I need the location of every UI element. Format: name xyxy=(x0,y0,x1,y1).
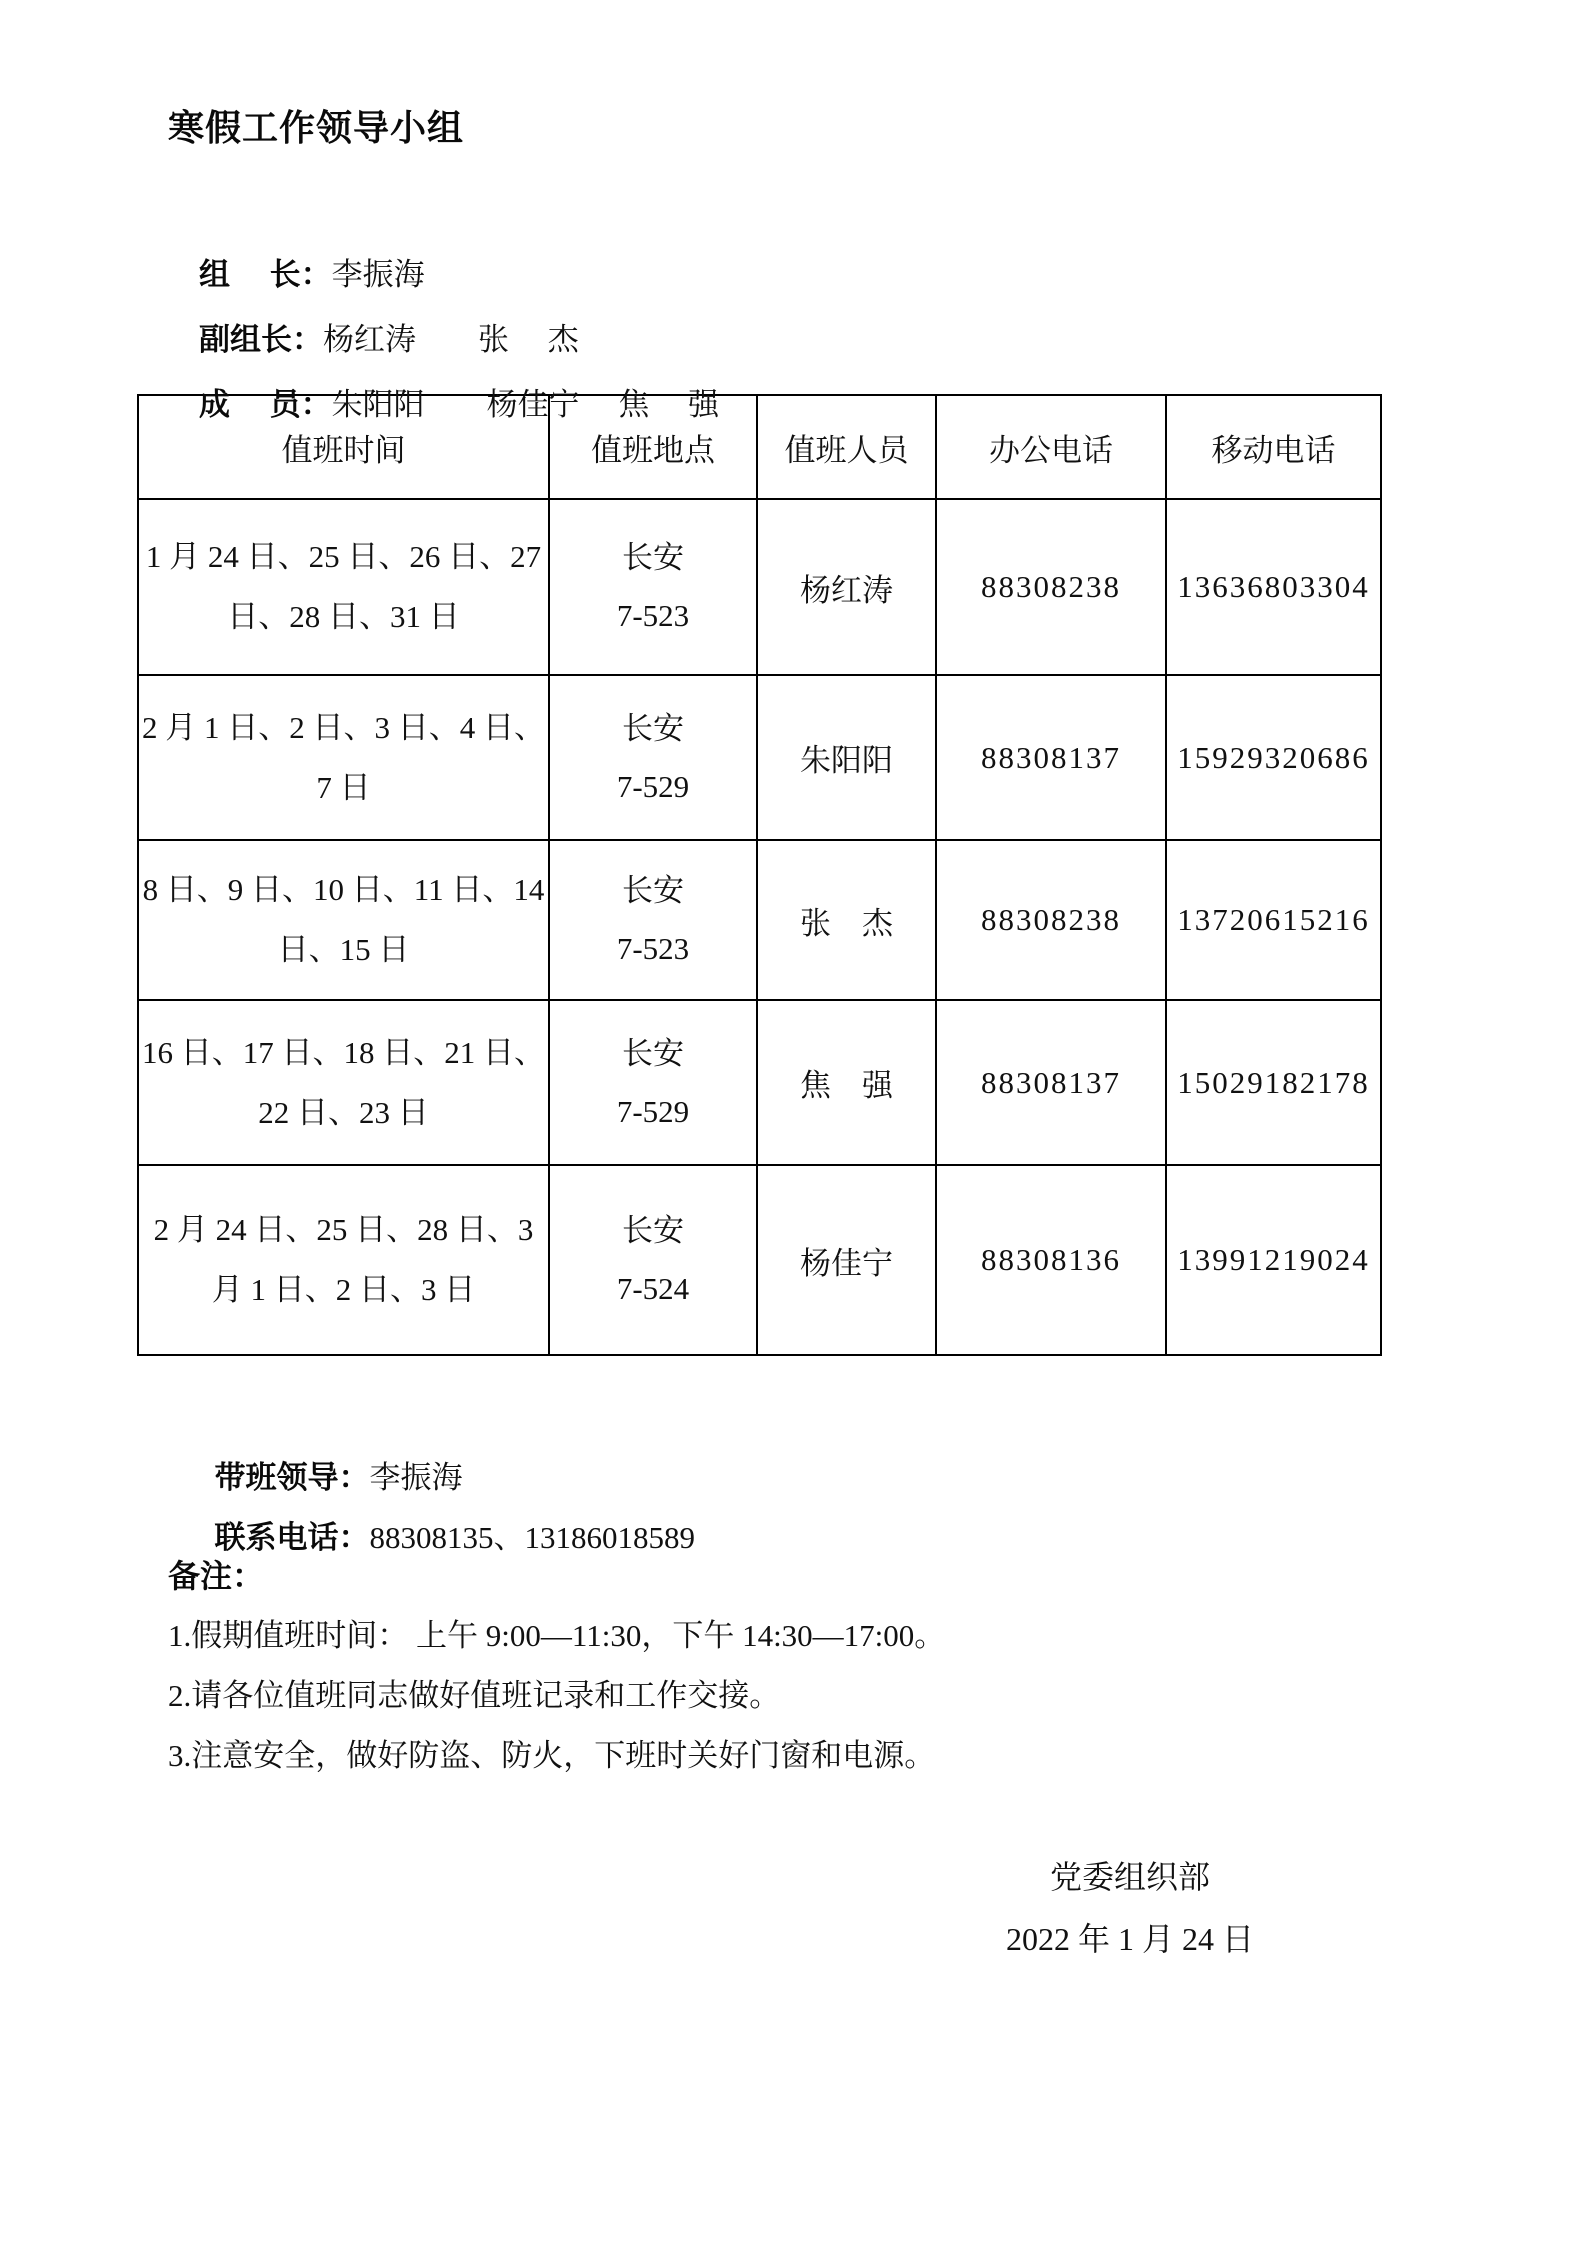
cell-mobile-phone: 13991219024 xyxy=(1166,1165,1381,1355)
note-item-2: 2.请各位值班同志做好值班记录和工作交接。 xyxy=(168,1678,781,1713)
place-room: 7-529 xyxy=(616,768,690,804)
note-item-3: 3.注意安全，做好防盗、防火，下班时关好门窗和电源。 xyxy=(168,1738,936,1773)
place-campus: 长安 xyxy=(622,1035,684,1071)
leader-names: 杨红涛 张 杰 xyxy=(323,322,579,357)
cell-duty-person: 朱阳阳 xyxy=(757,675,936,840)
note-item-1: 1.假期值班时间： 上午 9:00—11:30，下午 14:30—17:00。 xyxy=(168,1618,946,1653)
table-row xyxy=(138,675,1381,840)
cell-duty-time: 2 月 24 日、25 日、28 日、3 月 1 日、2 日、3 日 xyxy=(138,1165,549,1355)
header-duty-person: 值班人员 xyxy=(757,395,936,499)
page-title: 寒假工作领导小组 xyxy=(168,107,465,148)
cell-duty-time: 1 月 24 日、25 日、26 日、27 日、28 日、31 日 xyxy=(138,499,549,675)
table-row xyxy=(138,1000,1381,1165)
cell-duty-person: 张 杰 xyxy=(757,840,936,1000)
signature-department: 党委组织部 xyxy=(1049,1859,1210,1895)
header-duty-place: 值班地点 xyxy=(549,395,757,499)
cell-mobile-phone: 13636803304 xyxy=(1166,499,1381,675)
cell-duty-time: 16 日、17 日、18 日、21 日、22 日、23 日 xyxy=(138,1000,549,1165)
after-table-block xyxy=(168,1388,1382,1555)
cell-duty-place xyxy=(549,1000,757,1165)
duty-leader-line xyxy=(168,1388,1382,1495)
duty-schedule-table xyxy=(137,394,1382,1356)
header-mobile-phone: 移动电话 xyxy=(1166,395,1381,499)
leader-line-head xyxy=(168,177,1382,292)
leader-names: 朱阳阳 杨佳宁 焦 强 xyxy=(331,387,720,422)
cell-duty-person: 焦 强 xyxy=(757,1000,936,1165)
cell-duty-place xyxy=(549,840,757,1000)
cell-mobile-phone: 15929320686 xyxy=(1166,675,1381,840)
place-campus: 长安 xyxy=(622,873,684,908)
place-campus: 长安 xyxy=(622,710,684,746)
duty-leader-label: 带班领导： xyxy=(214,1460,370,1495)
cell-mobile-phone: 15029182178 xyxy=(1166,1000,1381,1165)
leader-label: 成 员： xyxy=(199,387,332,422)
leader-label: 副组长： xyxy=(199,322,323,357)
signature-block xyxy=(1006,1846,1254,1970)
place-campus: 长安 xyxy=(622,540,684,575)
place-room: 7-529 xyxy=(616,1093,690,1129)
cell-mobile-phone: 13720615216 xyxy=(1166,840,1381,1000)
cell-office-phone: 88308136 xyxy=(936,1165,1166,1355)
place-room: 7-523 xyxy=(616,931,690,966)
cell-duty-place xyxy=(549,1165,757,1355)
leader-names: 李振海 xyxy=(331,257,425,292)
table-row xyxy=(138,1165,1381,1355)
cell-duty-person: 杨佳宁 xyxy=(757,1165,936,1355)
leader-label: 组 长： xyxy=(199,257,332,292)
cell-office-phone: 88308238 xyxy=(936,840,1166,1000)
contact-numbers: 88308135、13186018589 xyxy=(369,1520,695,1555)
cell-office-phone: 88308137 xyxy=(936,675,1166,840)
notes-heading: 备注： xyxy=(168,1558,265,1594)
table-row xyxy=(138,499,1381,675)
cell-duty-person: 杨红涛 xyxy=(757,499,936,675)
duty-leader-name: 李振海 xyxy=(369,1460,463,1495)
cell-duty-time: 2 月 1 日、2 日、3 日、4 日、7 日 xyxy=(138,675,549,840)
place-room: 7-524 xyxy=(616,1271,690,1306)
place-room: 7-523 xyxy=(616,598,690,633)
contact-label: 联系电话： xyxy=(214,1520,370,1555)
cell-duty-place xyxy=(549,499,757,675)
cell-duty-place xyxy=(549,675,757,840)
cell-duty-time: 8 日、9 日、10 日、11 日、14 日、15 日 xyxy=(138,840,549,1000)
cell-office-phone: 88308137 xyxy=(936,1000,1166,1165)
table-row xyxy=(138,840,1381,1000)
place-campus: 长安 xyxy=(622,1213,684,1248)
header-office-phone: 办公电话 xyxy=(936,395,1166,499)
cell-office-phone: 88308238 xyxy=(936,499,1166,675)
header-duty-time: 值班时间 xyxy=(138,395,549,499)
signature-date: 2022 年 1 月 24 日 xyxy=(1005,1921,1254,1957)
